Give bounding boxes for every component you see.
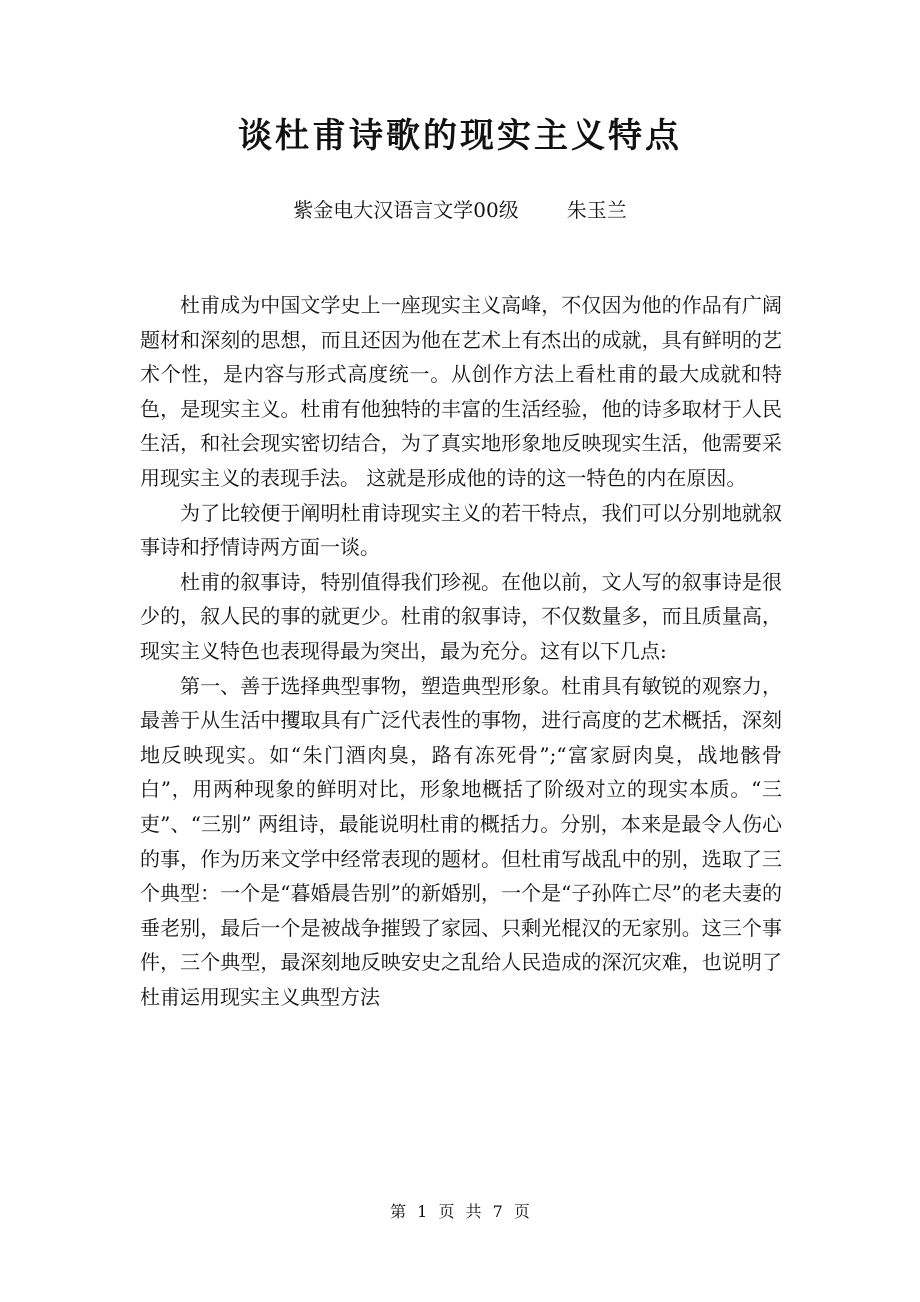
author-name: 朱玉兰 [566, 198, 627, 222]
document-title: 谈杜甫诗歌的现实主义特点 [238, 116, 682, 156]
paragraph: 为了比较便于阐明杜甫诗现实主义的若干特点，我们可以分别地就叙事诗和抒情诗两方面一谈。 [140, 500, 782, 560]
body-text [140, 288, 782, 1014]
paragraph: 杜甫的叙事诗，特别值得我们珍视。在他以前，文人写的叙事诗是很少的，叙人民的事的就更少。杜甫的叙事诗，不仅数量多，而且质量高，现实主义特色也表现得最为突出，最为充分。这有以下几点: [140, 569, 782, 663]
author-affiliation: 紫金电大汉语言文学00级 [293, 198, 519, 222]
byline [0, 194, 920, 226]
page-footer: 第 1 页 共 7 页 [390, 1202, 530, 1221]
paragraph: 第一、善于选择典型事物，塑造典型形象。杜甫具有敏锐的观察力，最善于从生活中攫取具有广泛代表性的事物，进行高度的艺术概括，深刻地反映现实。如“朱门酒肉臭，路有冻死骨”;“富家厨肉臭，战地骸骨白”，用两种现象的鲜明对比，形象地概括了阶级对立的现实本质。“三吏”、“三别” 两组诗，最能说明杜甫的概括力。分别，本来是最令人伤心的事，作为历来文学中经常表现的题材。但杜甫写战乱中的别，选取了三个典型：一个是“暮婚晨告别”的新婚别，一个是“子孙阵亡尽”的老夫妻的垂老别，最后一个是被战争摧毁了家园、只剩光棍汉的无家别。这三个事件，三个典型，最深刻地反映安史之乱给人民造成的深沉灾难，也说明了杜甫运用现实主义典型方法 [140, 673, 782, 1009]
paragraph: 杜甫成为中国文学史上一座现实主义高峰，不仅因为他的作品有广阔题材和深刻的思想，而且还因为他在艺术上有杰出的成就，具有鲜明的艺术个性，是内容与形式高度统一。从创作方法上看杜甫的最大成就和特色，是现实主义。杜甫有他独特的丰富的生活经验，他的诗多取材于人民生活，和社会现实密切结合，为了真实地形象地反映现实生活，他需要采用现实主义的表现手法。 这就是形成他的诗的这一特色的内在原因。 [140, 293, 782, 490]
